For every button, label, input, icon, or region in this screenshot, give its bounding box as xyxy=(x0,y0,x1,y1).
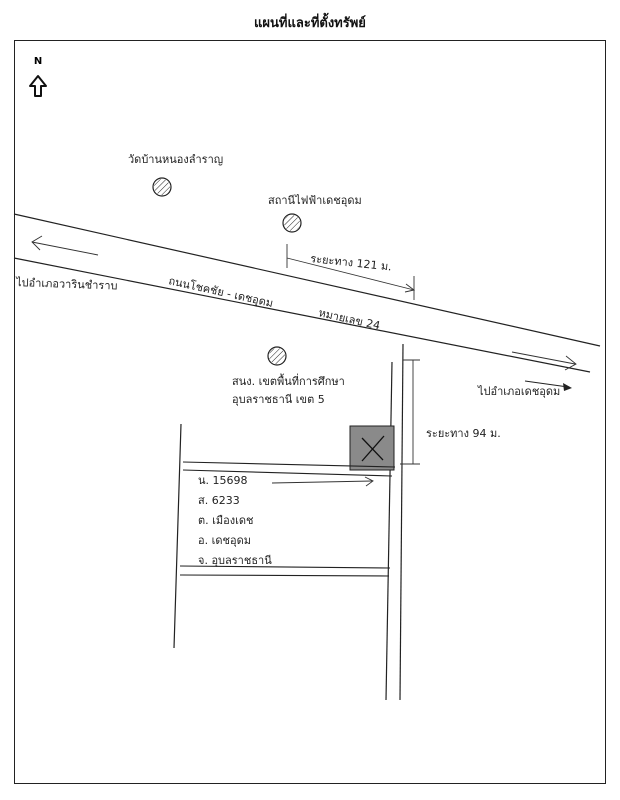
district-label: อ. เดชอุดม xyxy=(198,534,251,547)
to-warinchamrap-label: ไปอำเภอวารินชำราบ xyxy=(15,276,118,293)
deed-pointer-arrow-icon xyxy=(272,477,373,486)
property-location-marker xyxy=(350,426,394,470)
road-name-label: ถนนโชคชัย - เดชอุดม xyxy=(167,274,275,311)
to-dechudom-label: ไปอำเภอเดชอุดม xyxy=(478,385,561,398)
temple-label: วัดบ้านหนองลำราญ xyxy=(128,153,224,166)
north-label: N xyxy=(33,56,43,67)
side-road xyxy=(386,344,403,700)
north-arrow-icon xyxy=(30,76,46,96)
arrow-left-icon xyxy=(32,236,98,255)
left-boundary-line xyxy=(174,424,181,648)
deed-number-label: น. 15698 xyxy=(198,474,248,487)
province-label: จ. อุบลราชธานี xyxy=(198,554,272,567)
temple-marker-icon xyxy=(153,178,171,196)
map-title: แผนที่และที่ตั้งทรัพย์ xyxy=(254,16,366,31)
power-station-label: สถานีไฟฟ้าเดชอุดม xyxy=(268,194,362,207)
school-office-marker-icon xyxy=(268,347,286,365)
distance-right-label: ระยะทาง 94 ม. xyxy=(426,427,501,440)
power-station-marker-icon xyxy=(283,214,301,232)
survey-number-label: ส. 6233 xyxy=(198,494,240,507)
school-office-label-2: อุบลราชธานี เขต 5 xyxy=(232,393,325,406)
road-number-label: หมายเลข 24 xyxy=(317,306,382,333)
distance-top-dimension xyxy=(287,244,414,300)
school-office-label-1: สนง. เขตพื้นที่การศึกษา xyxy=(232,375,345,388)
distance-top-label: ระยะทาง 121 ม. xyxy=(309,252,393,274)
main-road xyxy=(14,214,600,372)
subdistrict-label: ต. เมืองเดช xyxy=(198,514,254,527)
